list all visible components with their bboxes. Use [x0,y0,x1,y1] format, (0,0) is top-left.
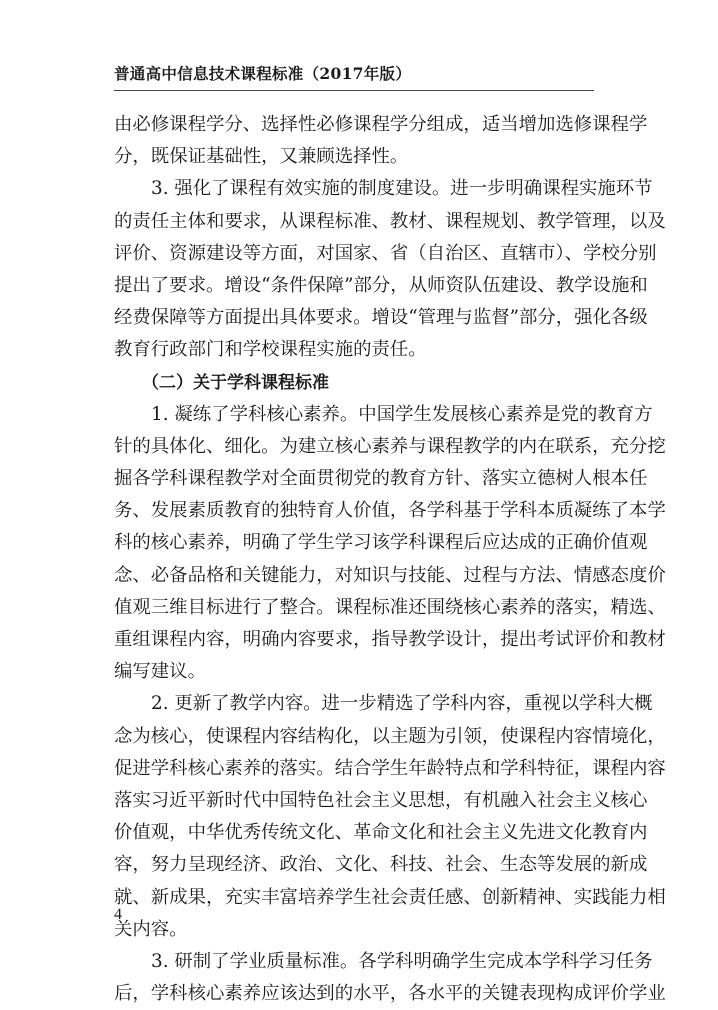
paragraph-line: 掘各学科课程教学对全面贯彻党的教育方针、落实立德树人根本任 [114,468,648,490]
paragraph-line: 1. 凝练了学科核心素养。中国学生发展核心素养是党的教育方 [151,403,653,425]
running-header: 普通高中信息技术课程标准（2017年版） [114,64,412,83]
paragraph-line: 经费保障等方面提出具体要求。增设“管理与监督”部分，强化各级 [114,307,648,329]
paragraph-line: 提出了要求。增设“条件保障”部分，从师资队伍建设、教学设施和 [114,274,648,296]
paragraph-line: 容，努力呈现经济、政治、文化、科技、社会、生态等发展的新成 [114,854,648,876]
paragraph-line: 落实习近平新时代中国特色社会主义思想，有机融入社会主义核心 [114,789,648,811]
paragraph-line: 编写建议。 [114,661,206,683]
section-heading: （二）关于学科课程标准 [142,372,329,393]
paragraph-line: 由必修课程学分、选择性必修课程学分组成，适当增加选修课程学 [114,114,648,135]
paragraph-line: 的责任主体和要求，从课程标准、教材、课程规划、教学管理，以及 [114,210,666,232]
paragraph-line: 促进学科核心素养的落实。结合学生年龄特点和学科特征，课程内容 [114,757,666,779]
paragraph-line: 3. 研制了学业质量标准。各学科明确学生完成本学科学习任务 [151,950,653,972]
paragraph-line: 务、发展素质教育的独特育人价值，各学科基于学科本质凝练了本学 [114,500,666,522]
paragraph-line: 念为核心，使课程内容结构化，以主题为引领，使课程内容情境化， [114,725,666,747]
paragraph-line: 重组课程内容，明确内容要求，指导教学设计，提出考试评价和教材 [114,629,666,650]
body-text [114,109,666,1010]
paragraph-line: 针的具体化、细化。为建立核心素养与课程教学的内在联系，充分挖 [114,435,666,457]
paragraph-line: 分，既保证基础性，又兼顾选择性。 [114,146,409,168]
paragraph-line: 2. 更新了教学内容。进一步精选了学科内容，重视以学科大概 [151,693,653,715]
paragraph-line: 值观三维目标进行了整合。课程标准还围绕核心素养的落实，精选、 [114,596,666,618]
paragraph-line: 科的核心素养，明确了学生学习该学科课程后应达成的正确价值观 [114,532,648,554]
paragraph-line: 评价、资源建设等方面，对国家、省（自治区、直辖市）、学校分别 [114,242,657,264]
header-rule [114,90,594,91]
paragraph-line: 就、新成果，充实丰富培养学生社会责任感、创新精神、实践能力相 [114,886,666,908]
paragraph-line: 教育行政部门和学校课程实施的责任。 [114,339,427,361]
paragraph-line: 价值观，中华优秀传统文化、革命文化和社会主义先进文化教育内 [114,822,648,844]
paragraph-line: 后，学科核心素养应该达到的水平，各水平的关键表现构成评价学业 [114,983,666,1005]
paragraph-line: 3. 强化了课程有效实施的制度建设。进一步明确课程实施环节 [151,178,653,200]
paragraph-line: 念、必备品格和关键能力，对知识与技能、过程与方法、情感态度价 [114,564,666,586]
page-number: 4 [114,906,122,923]
paragraph-line: 关内容。 [114,918,188,940]
